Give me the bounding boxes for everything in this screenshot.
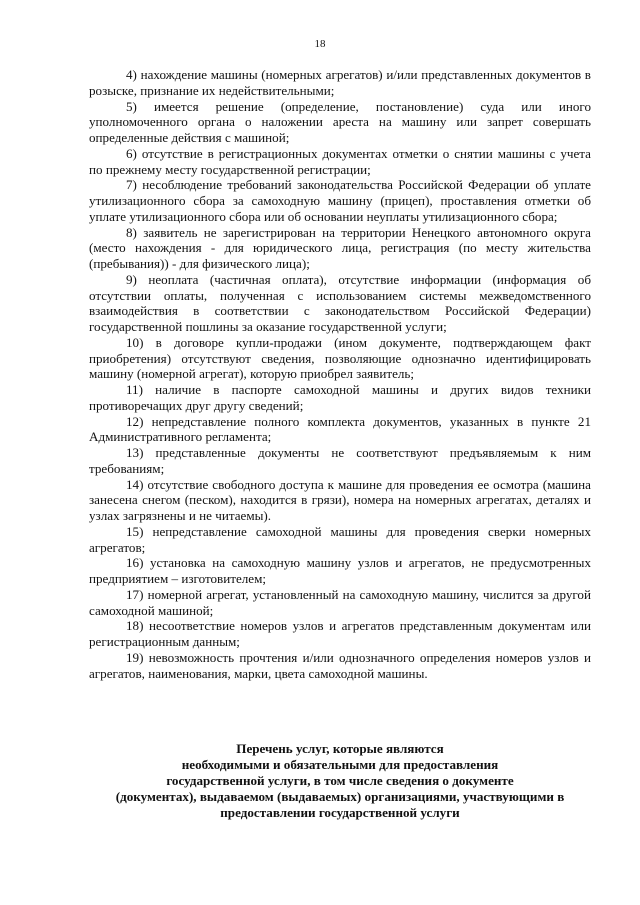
list-item: 13) представленные документы не соответствуют предъявляемым к ним требованиям; [89, 445, 591, 476]
list-item: 6) отсутствие в регистрационных документах отметки о снятии машины с учета по прежнему месту государственной регистрации; [89, 145, 591, 177]
list-item: 17) номерной агрегат, установленный на самоходную машину, числится за другой самоходной машиной; [89, 586, 591, 618]
section-heading-line: государственной услуги, в том числе сведения о документе [166, 773, 514, 788]
list-item: 15) непредставление самоходной машины для проведения сверки номерных агрегатов; [89, 523, 591, 555]
refusal-grounds-list [89, 67, 591, 681]
section-heading-line: предоставлении государственной услуги [220, 805, 460, 820]
list-item: 14) отсутствие свободного доступа к машине для проведения ее осмотра (машина занесена снегом (песком), находится в грязи), номера на номерных агрегатах, деталях и узлах загрязнены и не читаемы). [89, 476, 591, 523]
list-item: 16) установка на самоходную машину узлов и агрегатов, не предусмотренных предприятием – изготовителем; [89, 555, 591, 586]
list-item: 19) невозможность прочтения и/или однозначного определения номеров узлов и агрегатов, наименования, марки, цвета самоходной машины. [89, 649, 591, 681]
section-heading-line: необходимыми и обязательными для предоставления [181, 757, 499, 772]
list-item: 12) непредставление полного комплекта документов, указанных в пункте 21 Административного регламента; [89, 413, 591, 445]
list-item: 10) в договоре купли-продажи (ином документе, подтверждающем факт приобретения) отсутствуют сведения, позволяющие однозначно идентифицировать машину (номерной агрегат), которую приобрел заявитель; [89, 334, 591, 382]
list-item: 11) наличие в паспорте самоходной машины и других видов техники противоречащих друг другу сведений; [89, 382, 591, 413]
section-heading-line: (документах), выдаваемом (выдаваемых) организациями, участвующими в [115, 789, 565, 804]
list-item: 4) нахождение машины (номерных агрегатов) и/или представленных документов в розыске, признание их недействительными; [89, 67, 591, 98]
page-number: 18 [314, 38, 326, 50]
list-item: 8) заявитель не зарегистрирован на территории Ненецкого автономного округа (место нахождения - для юридического лица, регистрация (по месту жительства (пребывания)) - для физического лица); [89, 224, 591, 271]
section-heading [89, 741, 591, 821]
list-item: 18) несоответствие номеров узлов и агрегатов представленным документам или регистрационным данным; [89, 618, 591, 649]
section-heading-line: Перечень услуг, которые являются [236, 741, 444, 756]
list-item: 7) несоблюдение требований законодательства Российской Федерации об уплате утилизационного сбора за самоходную машину (прицеп), проставления отметки об уплате утилизационного сбора или об основании неуплаты утилизационного сбора; [89, 177, 591, 224]
list-item: 9) неоплата (частичная оплата), отсутствие информации (информация об отсутствии оплаты, полученная с использованием системы межведомственного взаимодействия в соответствии с законодательством Российской Федерации) государственной пошлины за оказание государственной услуги; [89, 271, 591, 334]
list-item: 5) имеется решение (определение, постановление) суда или иного уполномоченного органа о наложении ареста на машину или запрет совершать определенные действия с машиной; [89, 98, 591, 145]
